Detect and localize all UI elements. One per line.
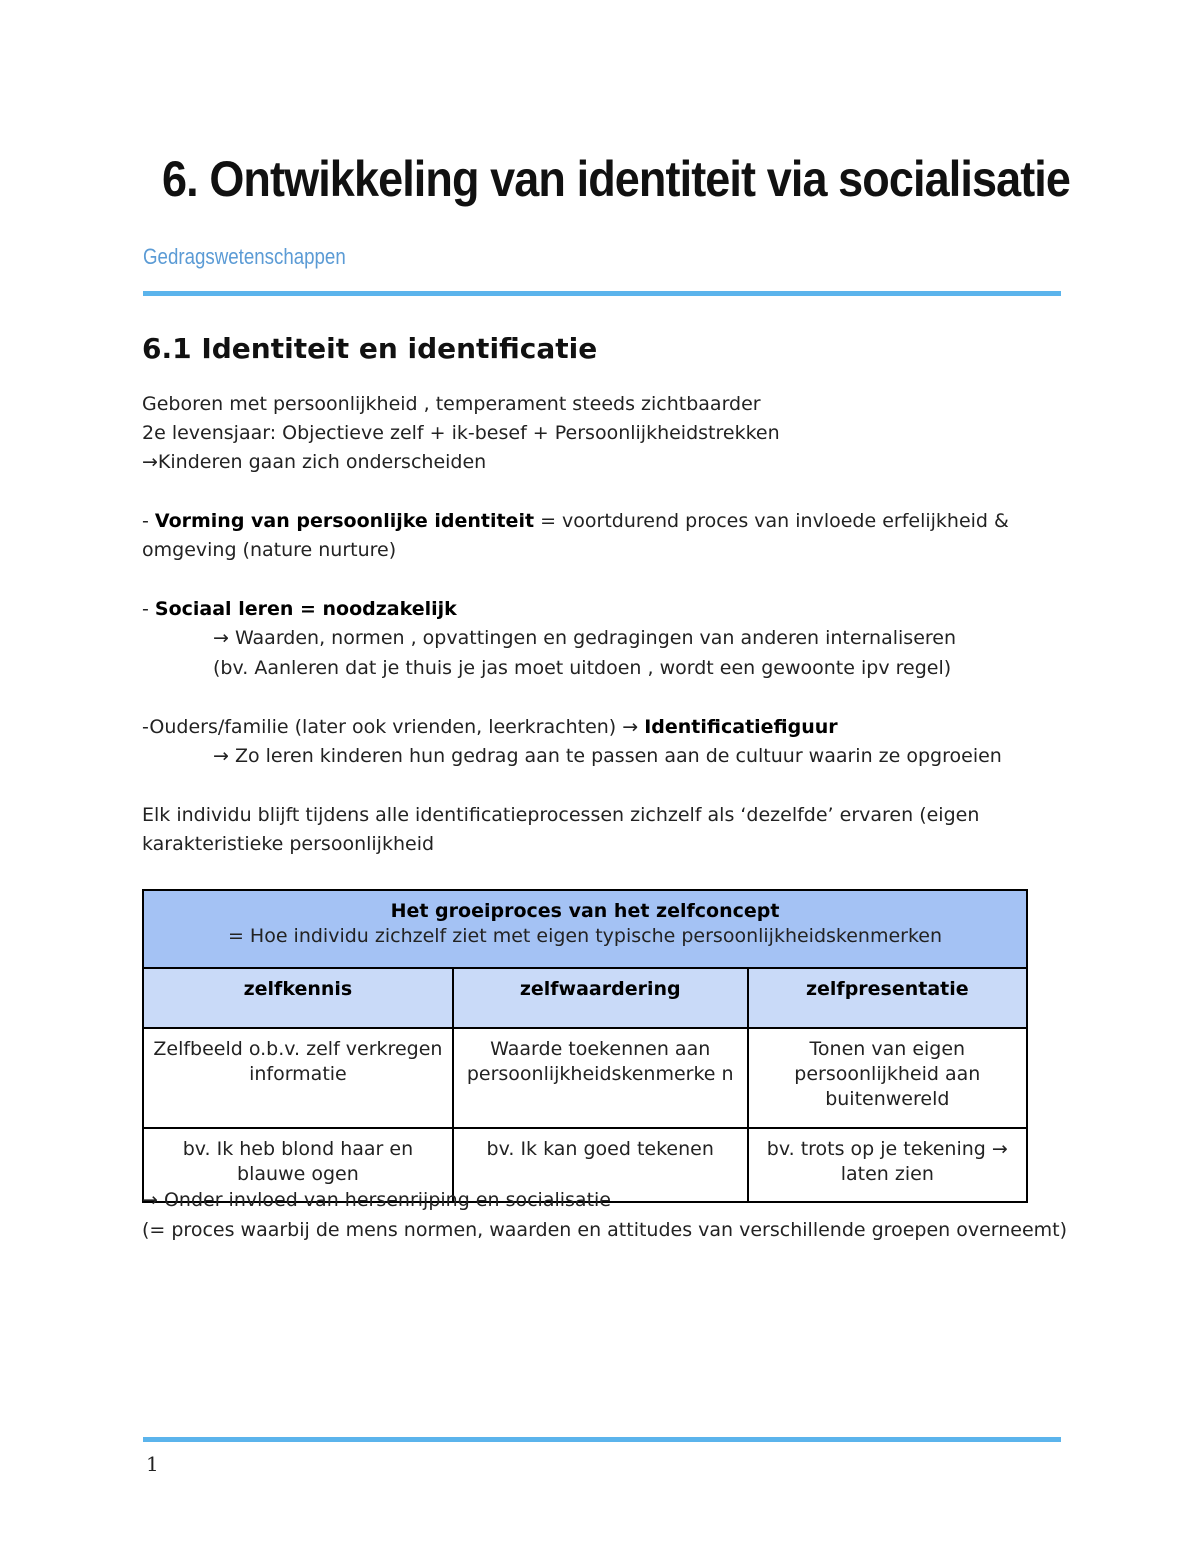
identificatiefiguur-term: Identificatiefiguur xyxy=(644,716,838,738)
sociaal-line xyxy=(142,597,457,621)
ouders-text: -Ouders/familie (later ook vrienden, leerkrachten) → xyxy=(142,716,645,738)
paragraph-line: → Onder invloed van hersenrijping en socialisatie xyxy=(142,1189,611,1211)
paragraph-line: → Zo leren kinderen hun gedrag aan te passen aan de cultuur waarin ze opgroeien xyxy=(213,745,1002,767)
paragraph-line: 2e levensjaar: Objectieve zelf + ik-besef + Persoonlijkheidstrekken xyxy=(142,422,780,444)
paragraph-line: omgeving (nature nurture) xyxy=(142,539,397,561)
paragraph-line: →Kinderen gaan zich onderscheiden xyxy=(142,451,487,473)
table-cell: Waarde toekennen aan persoonlijkheidskenmerke n xyxy=(453,1028,748,1128)
paragraph-line: Geboren met persoonlijkheid , temperament steeds zichtbaarder xyxy=(142,393,761,415)
ouders-line xyxy=(142,715,838,739)
table-header: zelfwaardering xyxy=(453,968,748,1028)
table-header: zelfpresentatie xyxy=(748,968,1027,1028)
table-caption-title: Het groeiproces van het zelfconcept xyxy=(390,900,780,922)
paragraph-line: (= proces waarbij de mens normen, waarden en attitudes van verschillende groepen overneemt) xyxy=(142,1219,1068,1241)
table-caption-subtitle: = Hoe individu zichzelf ziet met eigen typische persoonlijkheidskenmerken xyxy=(227,925,943,947)
zelfconcept-table xyxy=(142,889,1028,1203)
table-caption xyxy=(143,890,1027,968)
paragraph-line: → Waarden, normen , opvattingen en gedragingen van anderen internaliseren xyxy=(213,627,957,649)
vorming-term: Vorming van persoonlijke identiteit xyxy=(154,510,535,532)
bullet-dash: - xyxy=(142,598,155,620)
vorming-definition: = voortdurend proces van invloede erfelijkheid & xyxy=(534,510,1009,532)
sociaal-term: Sociaal leren = noodzakelijk xyxy=(154,598,457,620)
page-number: 1 xyxy=(146,1452,159,1476)
table-row xyxy=(143,1028,1027,1128)
paragraph-line: (bv. Aanleren dat je thuis je jas moet uitdoen , wordt een gewoonte ipv regel) xyxy=(213,657,952,679)
document-title: 6. Ontwikkeling van identiteit via socialisatie xyxy=(162,151,1071,207)
table-header: zelfkennis xyxy=(143,968,453,1028)
document-subtitle: Gedragswetenschappen xyxy=(143,244,346,269)
section-heading: 6.1 Identiteit en identificatie xyxy=(142,332,598,365)
paragraph-line: karakteristieke persoonlijkheid xyxy=(142,833,435,855)
header-divider xyxy=(143,291,1061,296)
table-cell: Tonen van eigen persoonlijkheid aan buitenwereld xyxy=(748,1028,1027,1128)
vorming-line xyxy=(142,509,1009,533)
paragraph-line: Elk individu blijft tijdens alle identificatieprocessen zichzelf als ‘dezelfde’ ervaren (eigen xyxy=(142,804,980,826)
table-cell: bv. Ik heb blond haar en blauwe ogen xyxy=(143,1128,453,1202)
bullet-dash: - xyxy=(142,510,155,532)
table-cell: Zelfbeeld o.b.v. zelf verkregen informatie xyxy=(143,1028,453,1128)
table-cell: bv. Ik kan goed tekenen xyxy=(453,1128,748,1202)
footer-divider xyxy=(143,1437,1061,1442)
table-cell: bv. trots op je tekening → laten zien xyxy=(748,1128,1027,1202)
